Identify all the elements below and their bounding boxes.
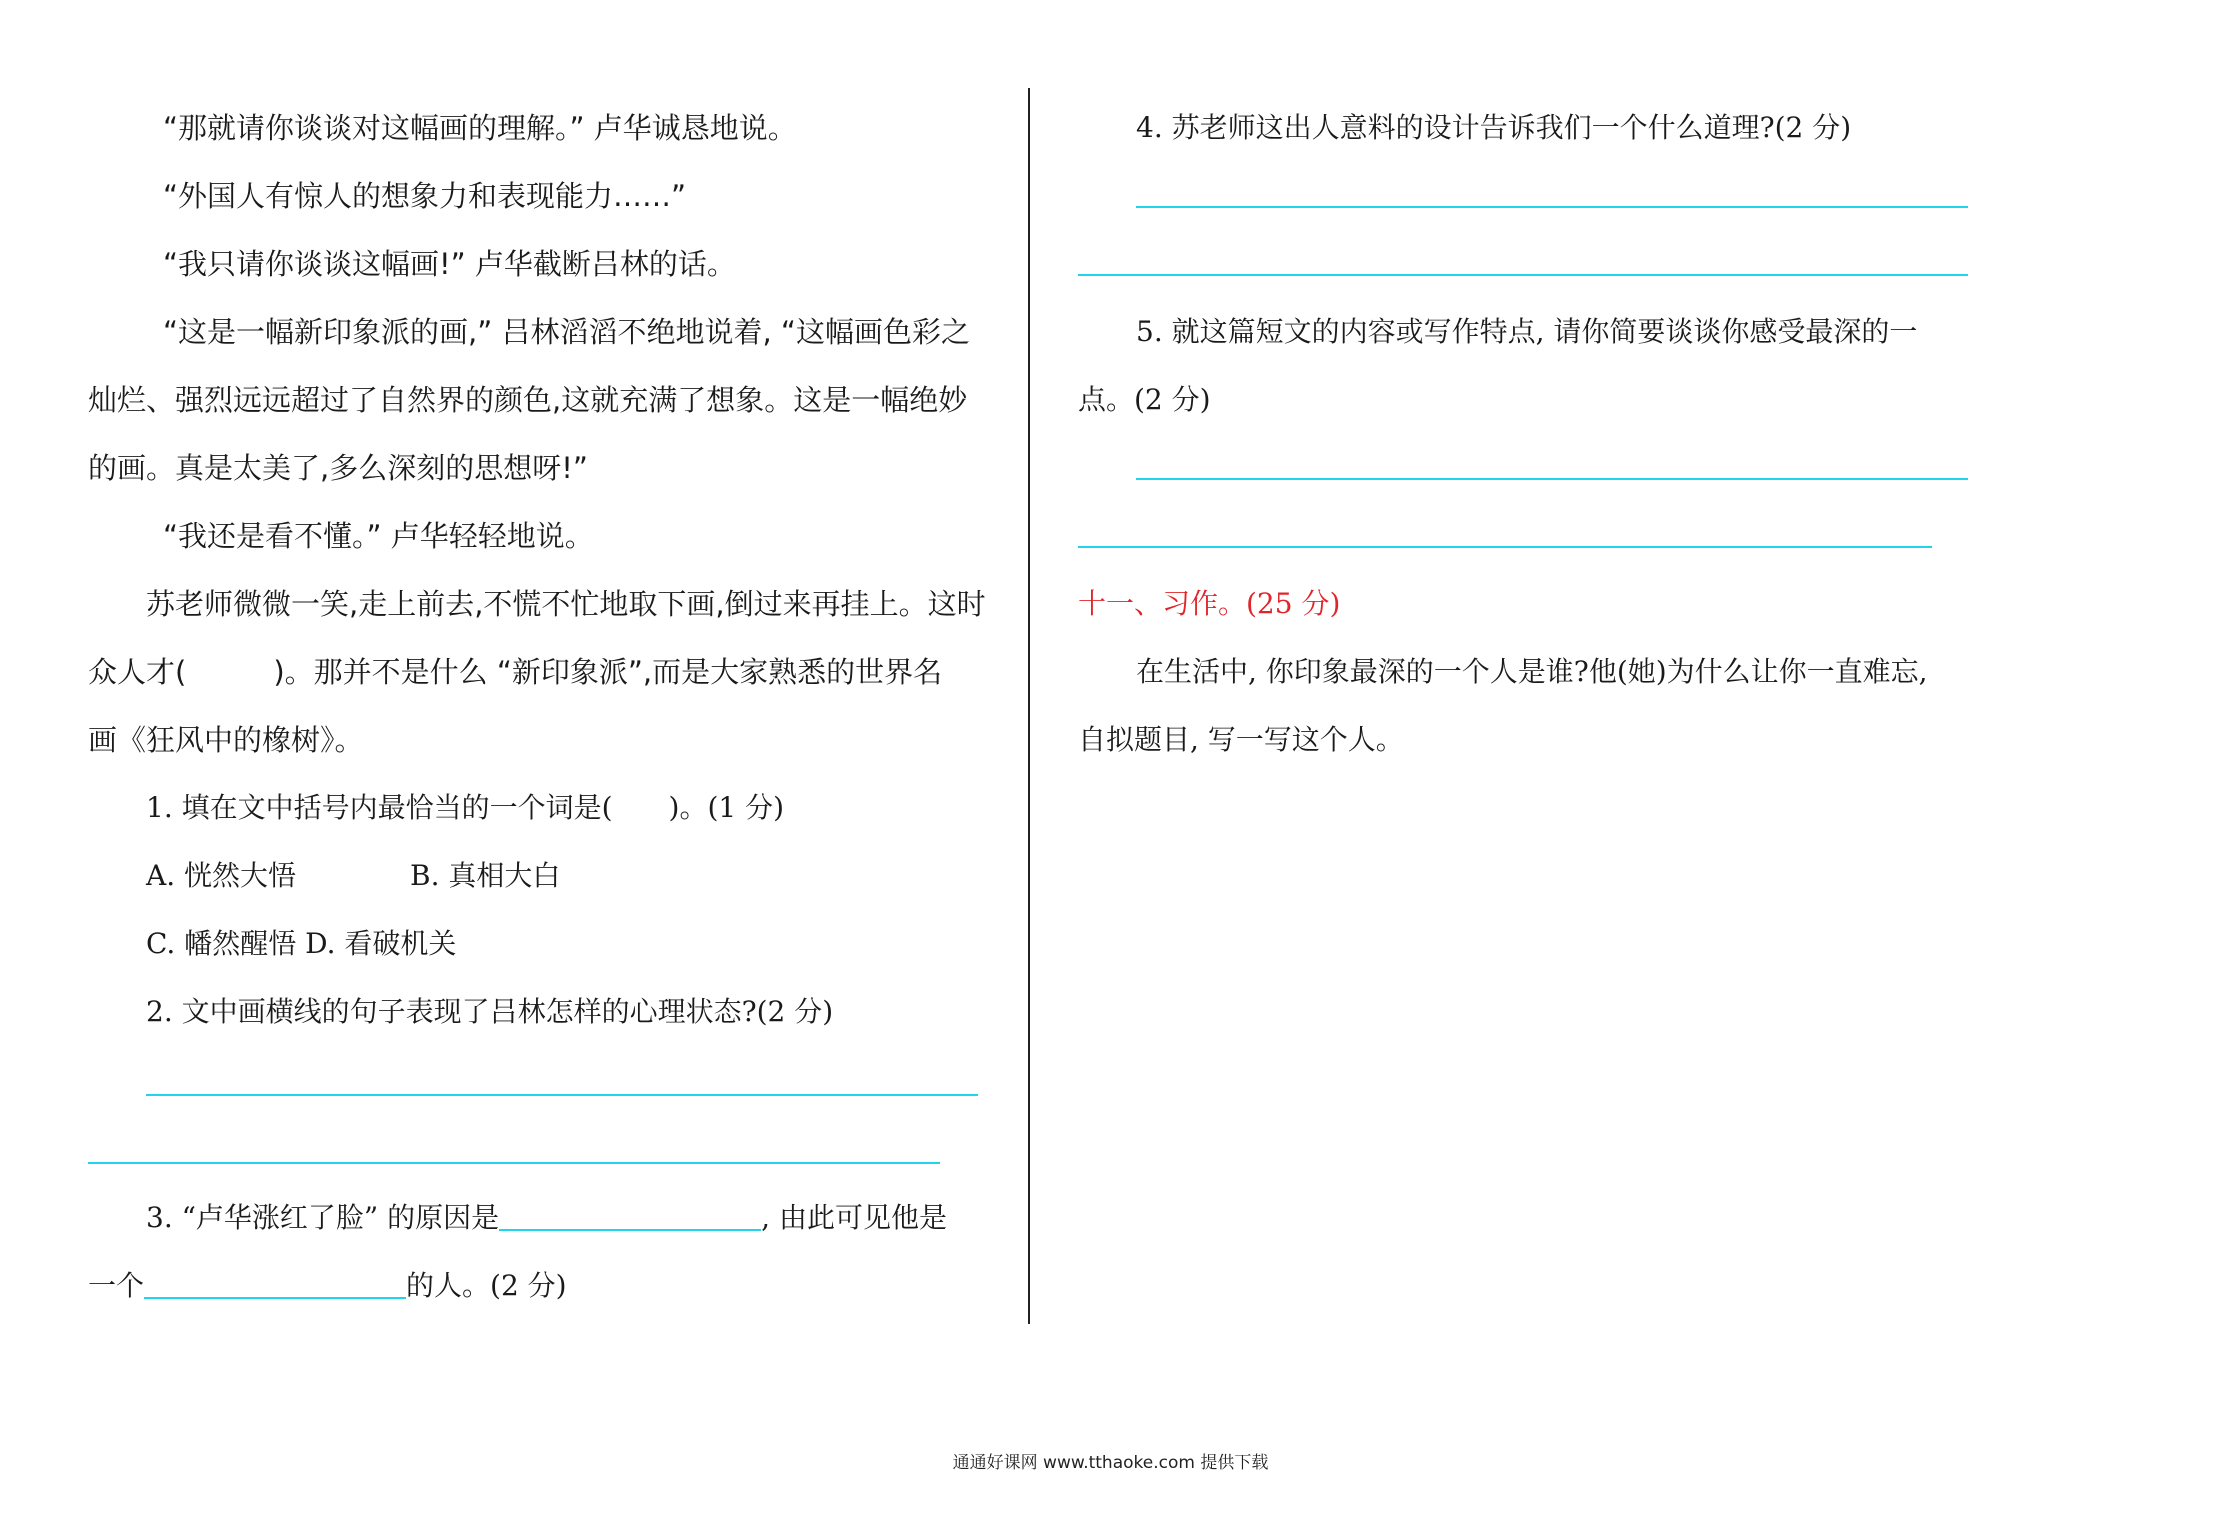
question-2: 2. 文中画横线的句子表现了吕林怎样的心理状态?(2 分) bbox=[146, 995, 834, 1028]
passage-line: “外国人有惊人的想象力和表现能力……” bbox=[163, 179, 687, 213]
q1-option-a: A. 恍然大悟 bbox=[146, 859, 297, 892]
q3-text-2: , 由此可见他是 bbox=[761, 1201, 947, 1234]
answer-line[interactable] bbox=[1078, 274, 1968, 276]
q1-options-cd: C. 幡然醒悟 D. 看破机关 bbox=[146, 927, 457, 960]
passage-line: “我只请你谈谈这幅画!” 卢华截断吕林的话。 bbox=[163, 247, 736, 281]
essay-prompt-line1: 在生活中, 你印象最深的一个人是谁?他(她)为什么让你一直难忘, bbox=[1136, 655, 1928, 688]
q3-text-4: 的人。(2 分) bbox=[406, 1269, 567, 1302]
q3-text-1: 3. “卢华涨红了脸” 的原因是 bbox=[146, 1201, 500, 1234]
answer-line[interactable] bbox=[1136, 206, 1968, 208]
column-divider bbox=[1028, 88, 1030, 1324]
passage-line: “那就请你谈谈对这幅画的理解。” 卢华诚恳地说。 bbox=[163, 111, 797, 145]
answer-line[interactable] bbox=[1078, 546, 1932, 548]
passage-line: “这是一幅新印象派的画,” 吕林滔滔不绝地说着, “这幅画色彩之 bbox=[163, 315, 970, 349]
section-title-essay: 十一、习作。(25 分) bbox=[1078, 587, 1341, 620]
q3-text-3: 一个 bbox=[88, 1269, 145, 1302]
question-5-line2: 点。(2 分) bbox=[1078, 383, 1211, 416]
passage-line: 众人才( )。那并不是什么 “新印象派”,而是大家熟悉的世界名 bbox=[88, 655, 943, 689]
q1-option-b: B. 真相大白 bbox=[410, 859, 561, 892]
essay-prompt-line2: 自拟题目, 写一写这个人。 bbox=[1078, 723, 1404, 756]
passage-line: 画《狂风中的橡树》。 bbox=[88, 723, 364, 757]
q3-blank-1[interactable] bbox=[499, 1199, 761, 1231]
question-5-line1: 5. 就这篇短文的内容或写作特点, 请你简要谈谈你感受最深的一 bbox=[1136, 315, 1918, 348]
footer-credit: 通通好课网 www.tthaoke.com 提供下载 bbox=[952, 1453, 1269, 1473]
answer-line[interactable] bbox=[1136, 478, 1968, 480]
passage-line: 苏老师微微一笑,走上前去,不慌不忙地取下画,倒过来再挂上。这时 bbox=[146, 587, 986, 621]
question-3-line1 bbox=[146, 1198, 947, 1238]
question-3-line2 bbox=[88, 1266, 567, 1306]
answer-line[interactable] bbox=[146, 1094, 978, 1096]
question-4: 4. 苏老师这出人意料的设计告诉我们一个什么道理?(2 分) bbox=[1136, 111, 1852, 144]
question-1: 1. 填在文中括号内最恰当的一个词是( )。(1 分) bbox=[146, 791, 785, 824]
answer-line[interactable] bbox=[88, 1162, 940, 1164]
passage-line: 的画。真是太美了,多么深刻的思想呀!” bbox=[88, 451, 588, 485]
passage-line: 灿烂、强烈远远超过了自然界的颜色,这就充满了想象。这是一幅绝妙 bbox=[88, 383, 968, 417]
q3-blank-2[interactable] bbox=[144, 1267, 406, 1299]
passage-line: “我还是看不懂。” 卢华轻轻地说。 bbox=[163, 519, 594, 553]
